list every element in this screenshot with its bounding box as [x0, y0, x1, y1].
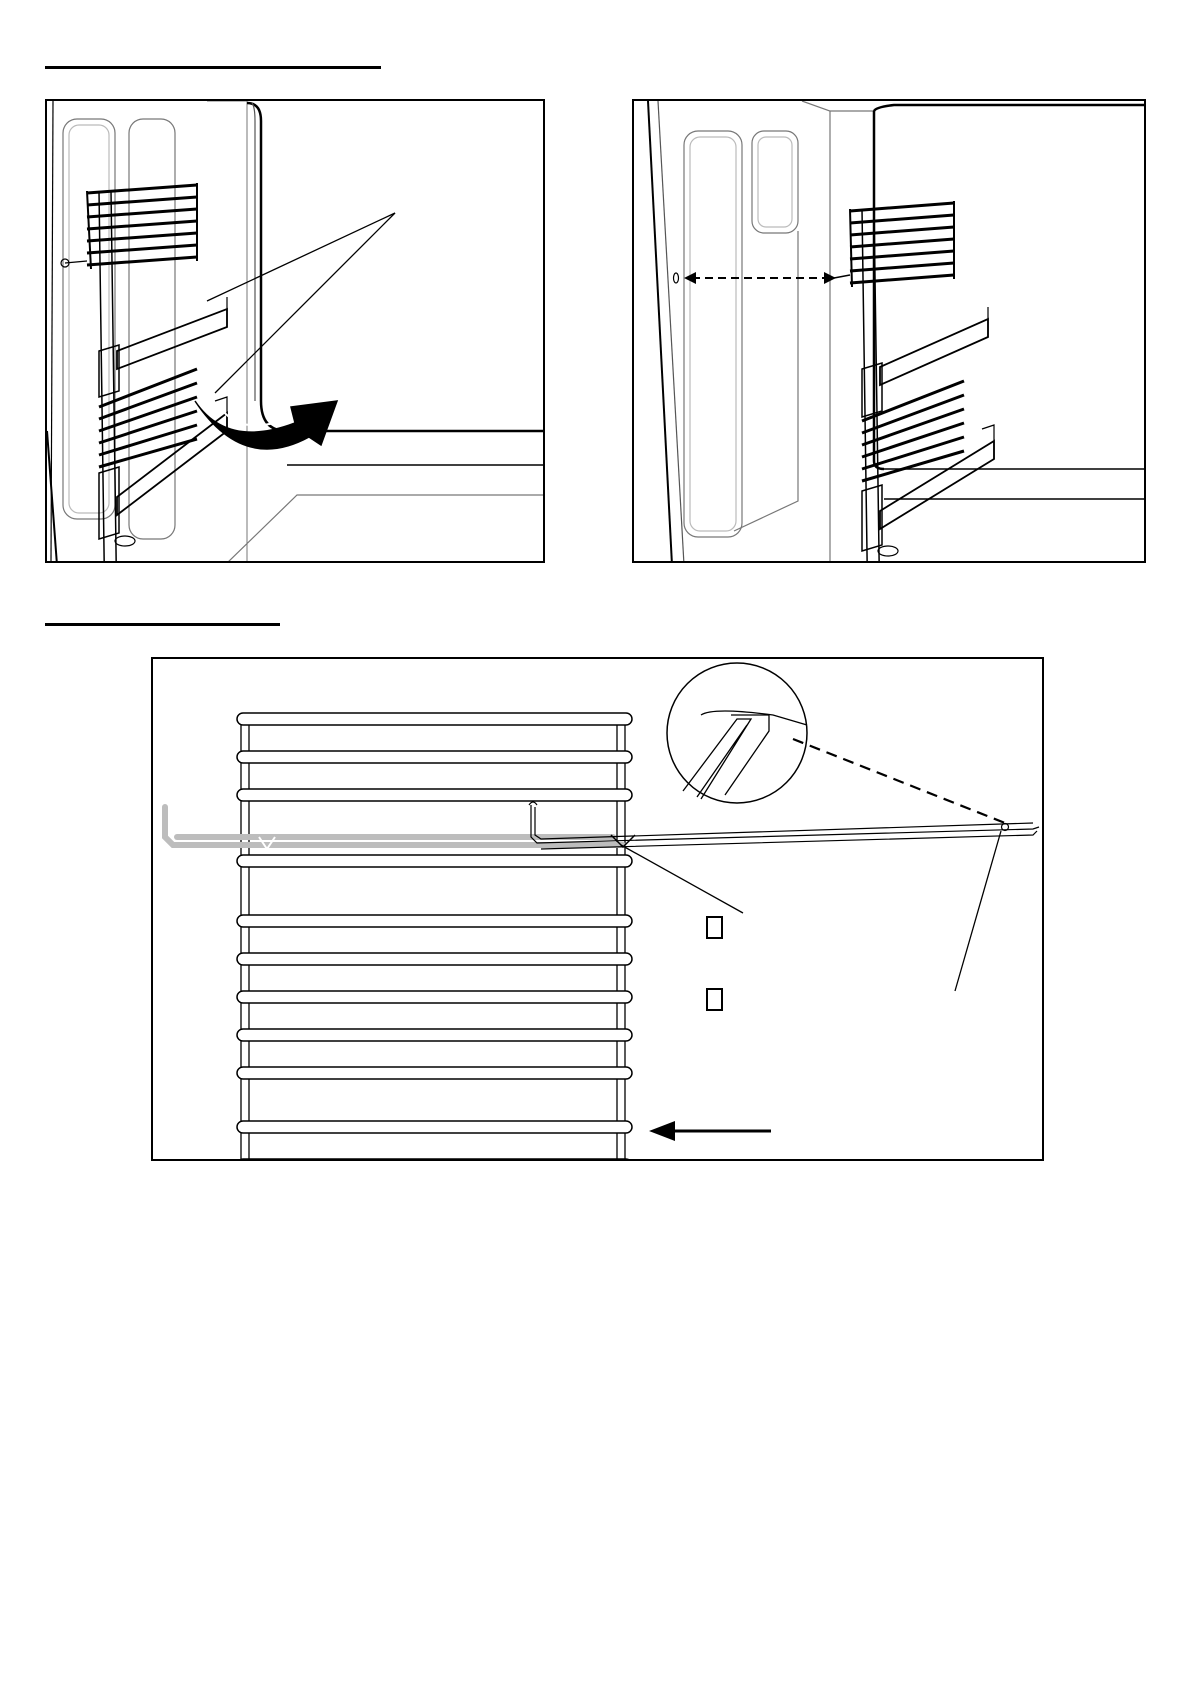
double-arrow-icon: [684, 272, 836, 284]
rack-rungs: [237, 713, 632, 1161]
side-rack-removal-drawing: [47, 101, 545, 563]
section-rule-middle: [45, 623, 280, 626]
shelf-guide-drawing: [153, 659, 1044, 1161]
magnifier-detail: [667, 663, 1005, 823]
figure-side-rack-hook-alignment: [632, 99, 1146, 563]
step-marker-1: [706, 916, 723, 939]
figure-shelf-guide-insertion: [151, 657, 1044, 1161]
left-arrow-icon: [649, 1121, 771, 1141]
section-rule-top: [45, 66, 381, 69]
step-marker-2: [706, 988, 723, 1011]
hook-alignment-drawing: [634, 101, 1146, 563]
figure-side-rack-removal: [45, 99, 545, 563]
